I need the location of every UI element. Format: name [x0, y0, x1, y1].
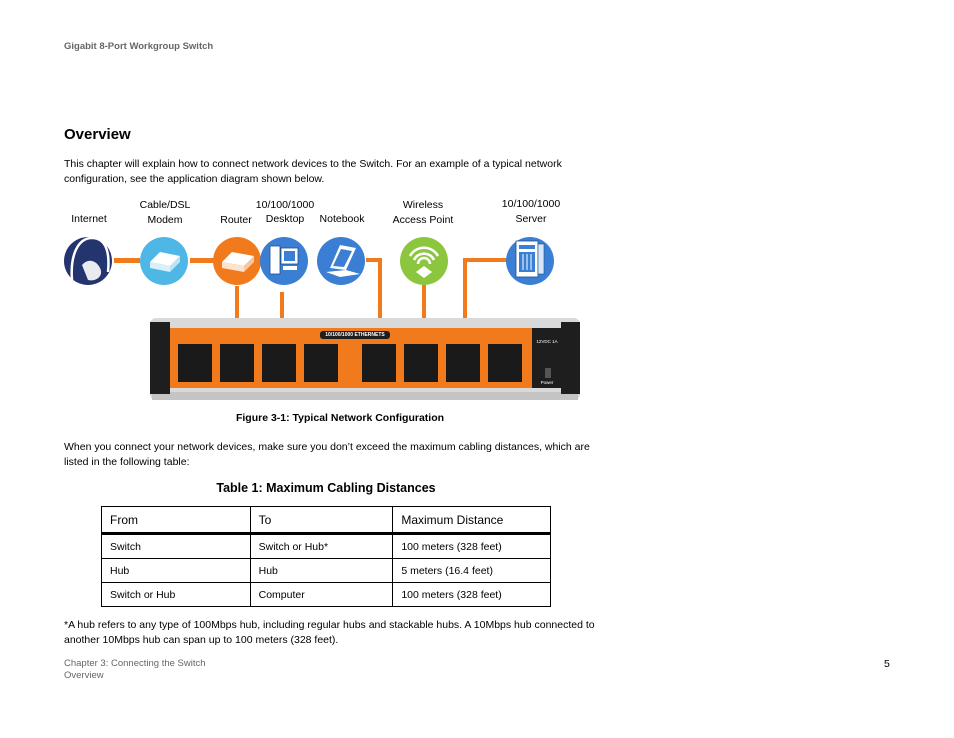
cell-distance: 100 meters (328 feet) — [393, 583, 551, 607]
figure-caption: Figure 3-1: Typical Network Configuration — [235, 412, 445, 424]
cell-from: Hub — [102, 559, 251, 583]
page-number: 5 — [884, 658, 890, 670]
table-row — [102, 559, 551, 583]
label-internet: Internet — [71, 213, 107, 225]
footer-section: Overview — [64, 670, 104, 681]
cell-distance: 100 meters (328 feet) — [393, 534, 551, 559]
cell-to: Hub — [250, 559, 393, 583]
intro-paragraph: This chapter will explain how to connect network devices to the Switch. For an example of a typical network configuration, see the application diagram shown below. — [64, 158, 562, 185]
cell-to: Computer — [250, 583, 393, 607]
col-header-from: From — [102, 507, 251, 534]
connector-modem-router — [190, 258, 214, 263]
server-icon — [506, 237, 554, 285]
label-ap-line2: Access Point — [392, 214, 454, 226]
footnote: *A hub refers to any type of 100Mbps hub, including regular hubs and stackable hubs. A 10Mbps hub connected to another 10Mbps hub can span up to 100 meters (328 feet). — [64, 619, 595, 646]
label-server-line2: Server — [515, 213, 547, 225]
label-modem-line1: Cable/DSL — [139, 199, 191, 211]
notebook-icon — [317, 237, 365, 285]
power-spec: 12VDC 1A — [536, 339, 558, 344]
label-notebook: Notebook — [319, 213, 365, 225]
cell-distance: 5 meters (16.4 feet) — [393, 559, 551, 583]
running-header: Gigabit 8-Port Workgroup Switch — [64, 41, 214, 52]
label-modem-line2: Modem — [147, 214, 183, 226]
label-desktop-line2: Desktop — [265, 213, 305, 225]
cell-from: Switch — [102, 534, 251, 559]
label-desktop-line1: 10/100/1000 — [255, 199, 315, 211]
access-point-icon — [400, 237, 448, 285]
table-title: Table 1: Maximum Cabling Distances — [216, 481, 436, 495]
table-row — [102, 534, 551, 559]
label-ap-line1: Wireless — [402, 199, 444, 211]
cell-to: Switch or Hub* — [250, 534, 393, 559]
table-row — [102, 583, 551, 607]
router-icon — [213, 237, 261, 285]
internet-icon — [64, 237, 112, 285]
modem-icon — [140, 237, 188, 285]
desktop-icon — [260, 237, 308, 285]
col-header-to: To — [250, 507, 393, 534]
distance-intro: When you connect your network devices, make sure you don’t exceed the maximum cabling distances, which are listed in the following table: — [64, 441, 590, 468]
cell-from: Switch or Hub — [102, 583, 251, 607]
page-footer — [64, 658, 206, 682]
col-header-max-distance: Maximum Distance — [393, 507, 551, 534]
table-header-row — [102, 507, 551, 534]
footer-chapter: Chapter 3: Connecting the Switch — [64, 658, 206, 669]
label-server-line1: 10/100/1000 — [501, 198, 561, 210]
switch-badge: 10/100/1000 ETHERNETS — [325, 332, 385, 338]
connector-internet-modem — [114, 258, 140, 263]
power-label: Power — [540, 380, 554, 385]
section-heading: Overview — [64, 126, 131, 143]
cabling-table — [101, 506, 551, 607]
label-router: Router — [220, 214, 252, 226]
